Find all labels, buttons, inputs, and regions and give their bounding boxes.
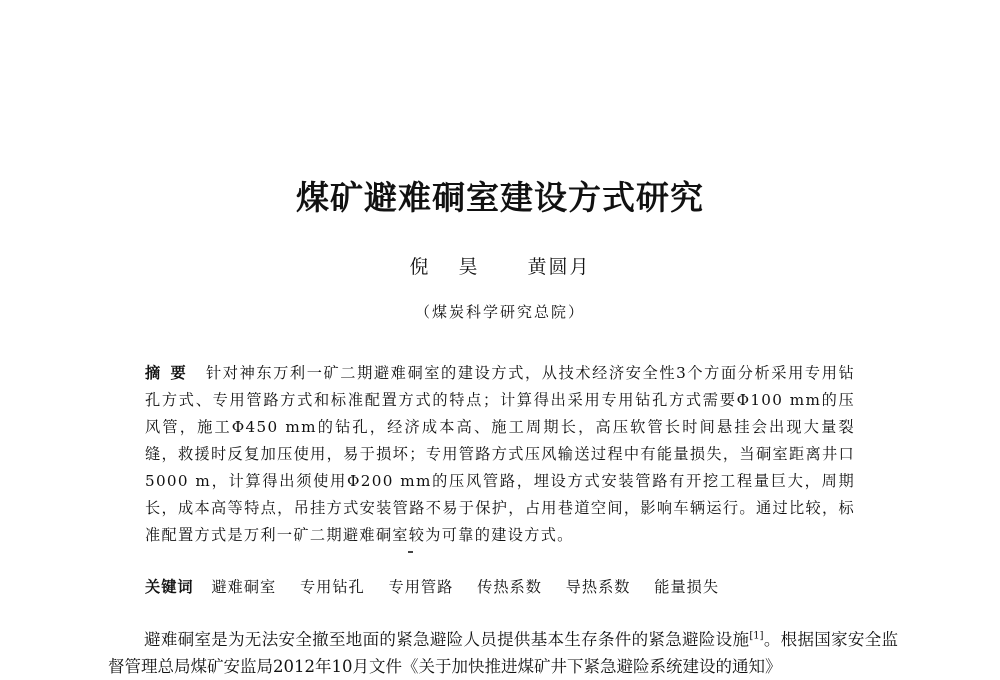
body-text: 避难硐室是为无法安全撤至地面的紧急避险人员提供基本生存条件的紧急避险设施 bbox=[144, 630, 750, 649]
keyword: 专用管路 bbox=[388, 578, 454, 596]
citation-ref[interactable]: [1] bbox=[749, 630, 764, 642]
scan-artifact bbox=[408, 551, 413, 553]
body-paragraph bbox=[108, 626, 898, 680]
keyword: 能量损失 bbox=[654, 578, 720, 596]
abstract-block bbox=[145, 360, 855, 549]
keyword: 导热系数 bbox=[565, 578, 631, 596]
keyword: 专用钻孔 bbox=[299, 578, 365, 596]
author-list bbox=[0, 252, 1000, 279]
abstract-label: 摘要 bbox=[145, 364, 196, 382]
body-text-continuation: 。根据国家安全监督管理总局煤矿安监局2012年10月文件《关于加快推进煤矿井下紧急避险系统建设的通知》 bbox=[108, 630, 899, 676]
abstract-text: 针对神东万利一矿二期避难硐室的建设方式，从技术经济安全性3个方面分析采用专用钻孔方式、专用管路方式和标准配置方式的特点；计算得出采用专用钻孔方式需要Φ100 mm的压风管，施工Φ450 mm的钻孔，经济成本高、施工周期长，高压软管长时间悬挂会出现大量裂缝，救援时反复加压使用，易于损坏；专用管路方式压风输送过程中有能量损失，当硐室距离井口5000 m，计算得出须使用Φ200 mm的压风管路，埋设方式安装管路有开挖工程量巨大，周期长，成本高等特点，吊挂方式安装管路不易于保护，占用巷道空间，影响车辆运行。通过比较，标准配置方式是万利一矿二期避难硐室较为可靠的建设方式。 bbox=[145, 364, 855, 544]
keyword: 传热系数 bbox=[477, 578, 542, 596]
author-name: 倪 昊 bbox=[409, 256, 490, 278]
keyword: 避难硐室 bbox=[211, 578, 277, 596]
keywords-label: 关键词 bbox=[145, 578, 194, 596]
keywords-block bbox=[145, 575, 865, 599]
author-name: 黄圆月 bbox=[527, 256, 591, 278]
author-affiliation: （煤炭科学研究总院） bbox=[414, 303, 585, 321]
paper-title: 煤矿避难硐室建设方式研究 bbox=[296, 178, 704, 217]
